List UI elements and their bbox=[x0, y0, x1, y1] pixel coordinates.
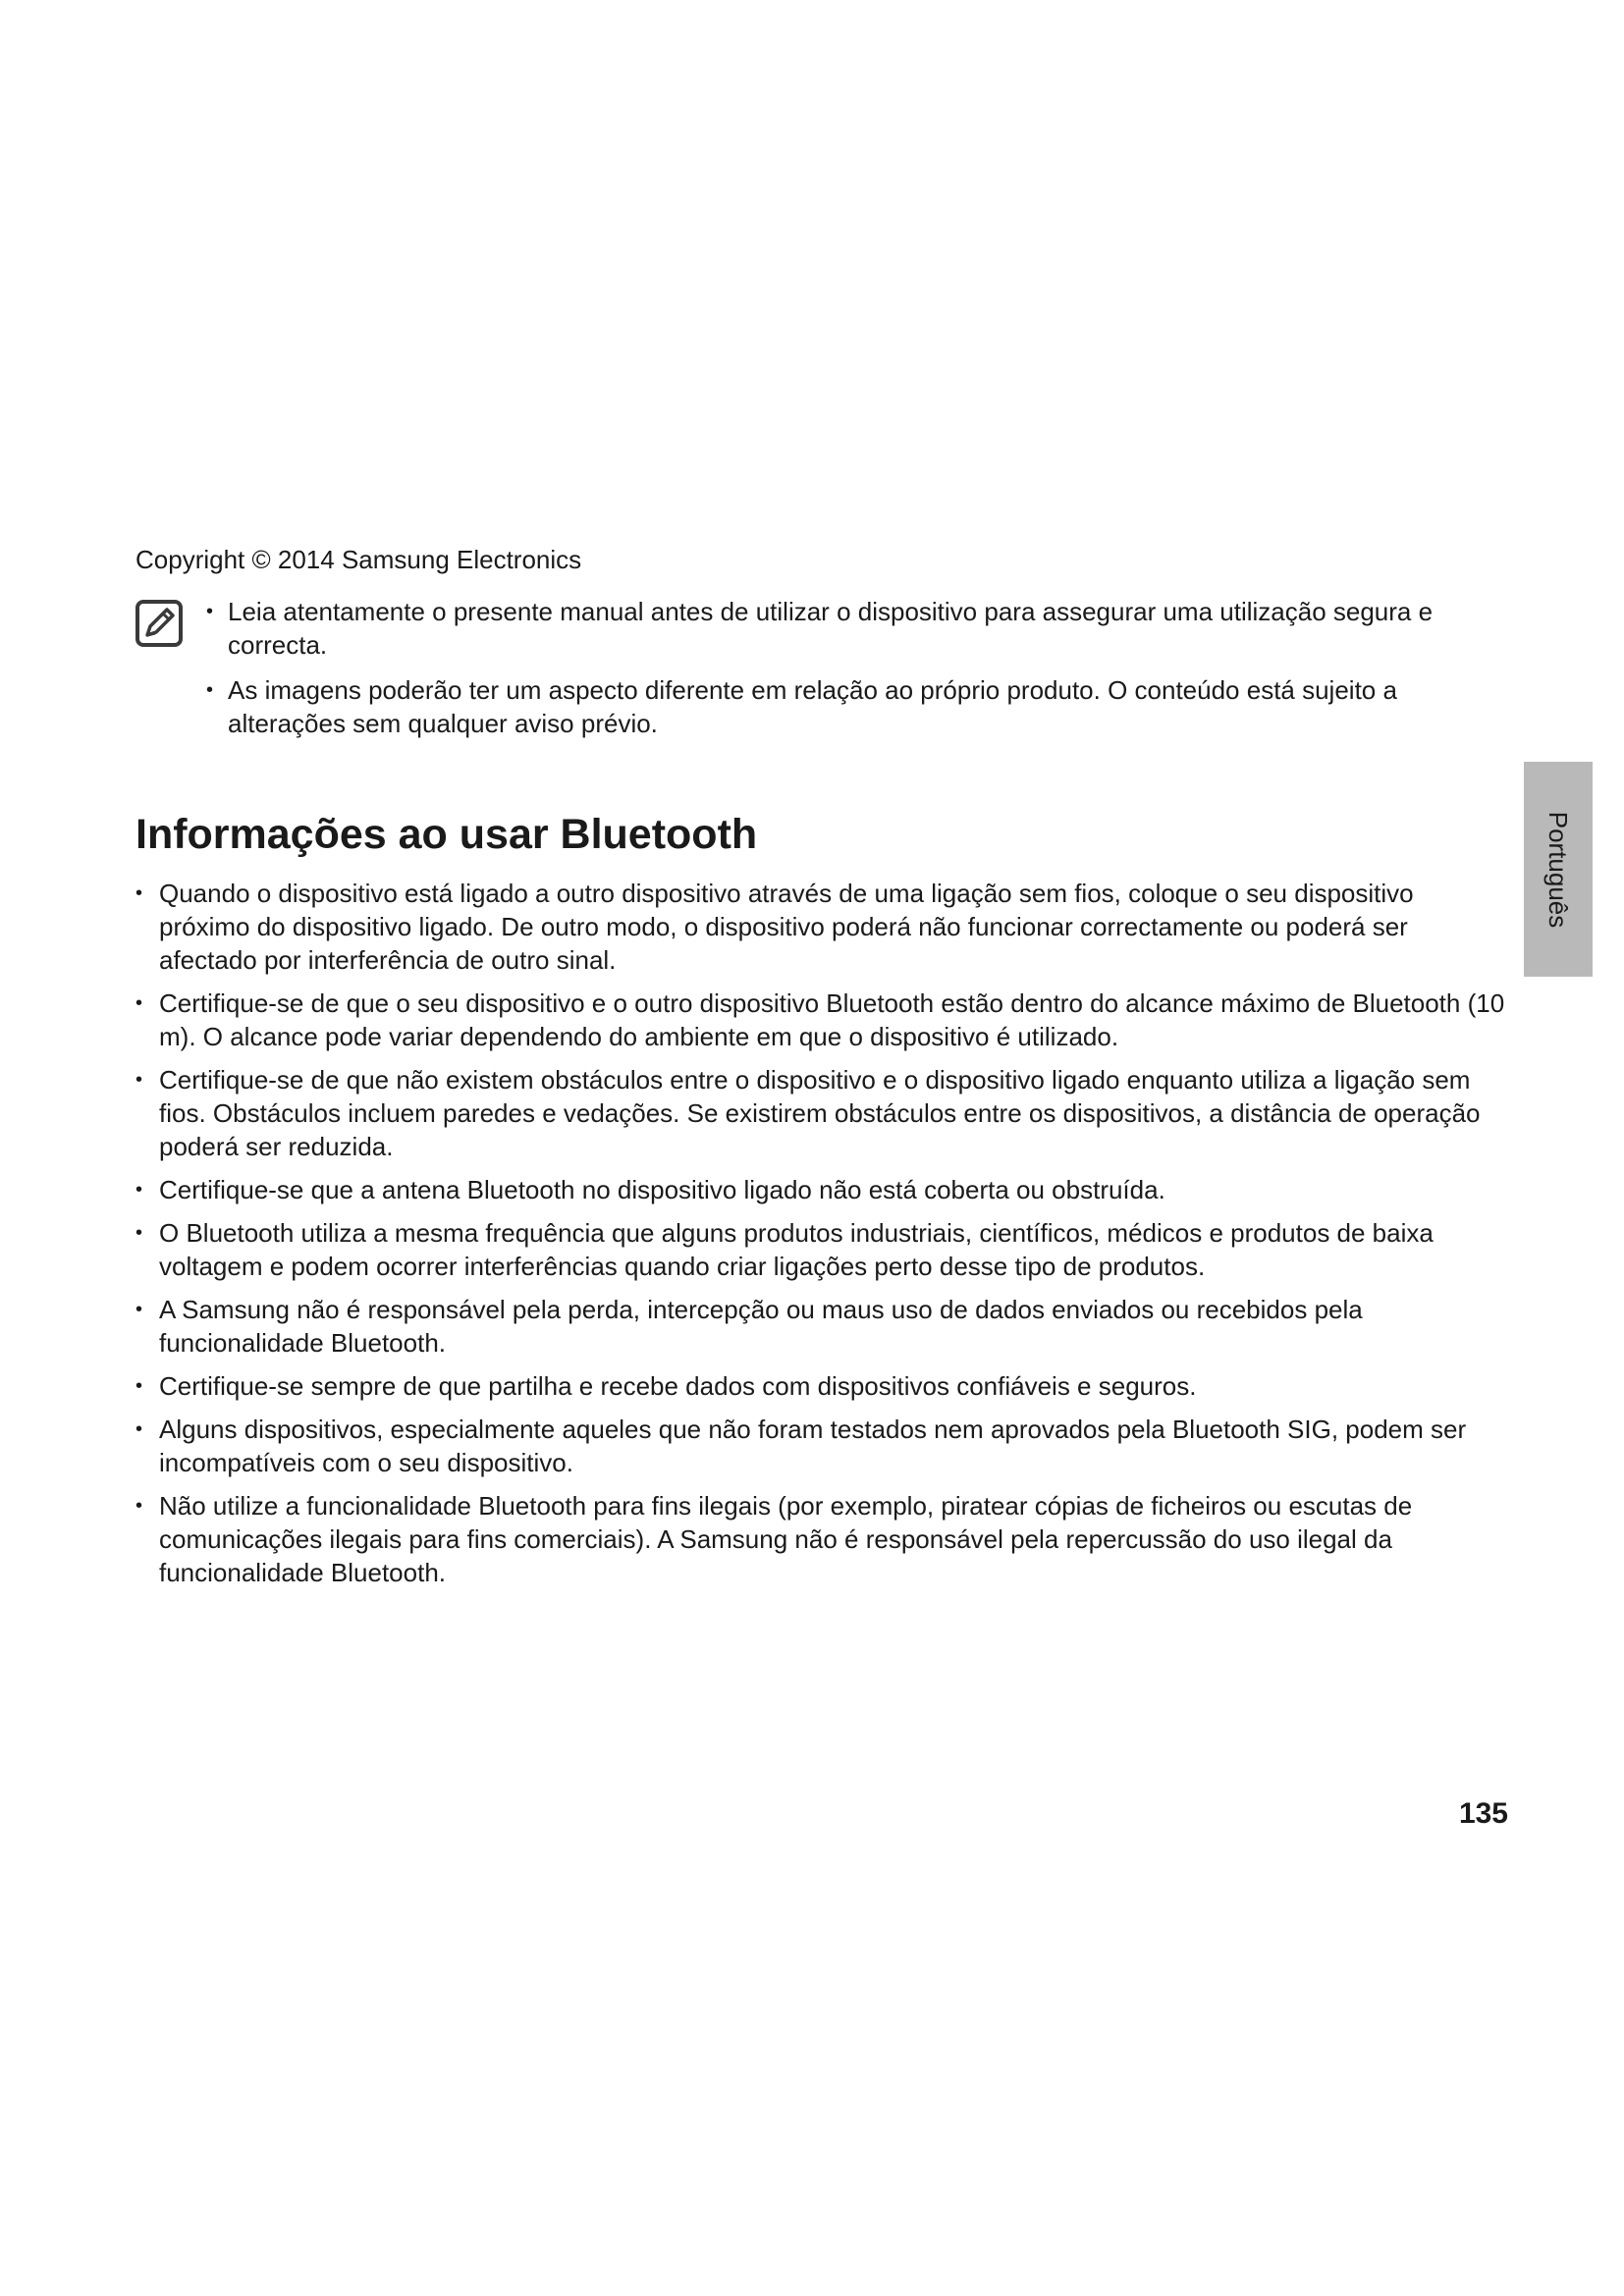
list-item: • O Bluetooth utiliza a mesma frequência que alguns produtos industriais, científicos, médicos e produtos de baixa voltagem e podem ocorrer interferências quando criar ligações perto desse tipo de produtos. bbox=[135, 1216, 1510, 1283]
section-title: Informações ao usar Bluetooth bbox=[135, 811, 758, 858]
note-item: • As imagens poderão ter um aspecto diferente em relação ao próprio produto. O conteúdo está sujeito a alterações sem qualquer aviso prévio. bbox=[206, 673, 1512, 740]
page-number: 135 bbox=[1458, 1797, 1508, 1830]
bluetooth-info-list bbox=[135, 877, 1510, 1599]
note-item: • Leia atentamente o presente manual antes de utilizar o dispositivo para assegurar uma utilização segura e correcta. bbox=[206, 595, 1512, 662]
list-item: • Não utilize a funcionalidade Bluetooth para fins ilegais (por exemplo, piratear cópias de ficheiros ou escutas de comunicações ilegais para fins comerciais). A Samsung não é responsável pela repercussão do uso ilegal da funcionalidade Bluetooth. bbox=[135, 1489, 1510, 1589]
language-side-tab bbox=[1524, 762, 1593, 977]
list-item: • A Samsung não é responsável pela perda, intercepção ou maus uso de dados enviados ou recebidos pela funcionalidade Bluetooth. bbox=[135, 1293, 1510, 1360]
list-item: • Certifique-se que a antena Bluetooth no dispositivo ligado não está coberta ou obstruída. bbox=[135, 1173, 1510, 1206]
list-item: • Quando o dispositivo está ligado a outro dispositivo através de uma ligação sem fios, coloque o seu dispositivo próximo do dispositivo ligado. De outro modo, o dispositivo poderá não funcionar correctamente ou poderá ser afectado por interferência de outro sinal. bbox=[135, 877, 1510, 977]
list-item: • Certifique-se de que não existem obstáculos entre o dispositivo e o dispositivo ligado enquanto utiliza a ligação sem fios. Obstáculos incluem paredes e vedações. Se existirem obstáculos entre os dispositivos, a distância de operação poderá ser reduzida. bbox=[135, 1063, 1510, 1163]
note-pencil-icon bbox=[134, 598, 185, 649]
list-item: • Alguns dispositivos, especialmente aqueles que não foram testados nem aprovados pela Bluetooth SIG, podem ser incompatíveis com o seu dispositivo. bbox=[135, 1413, 1510, 1479]
list-item: • Certifique-se de que o seu dispositivo e o outro dispositivo Bluetooth estão dentro do alcance máximo de Bluetooth (10 m). O alcance pode variar dependendo do ambiente em que o dispositivo é utilizado. bbox=[135, 987, 1510, 1053]
note-list bbox=[206, 595, 1512, 752]
copyright-text: Copyright © 2014 Samsung Electronics bbox=[135, 545, 582, 574]
language-tab-label: Português bbox=[1543, 811, 1573, 928]
list-item: • Certifique-se sempre de que partilha e recebe dados com dispositivos confiáveis e seguros. bbox=[135, 1369, 1510, 1403]
